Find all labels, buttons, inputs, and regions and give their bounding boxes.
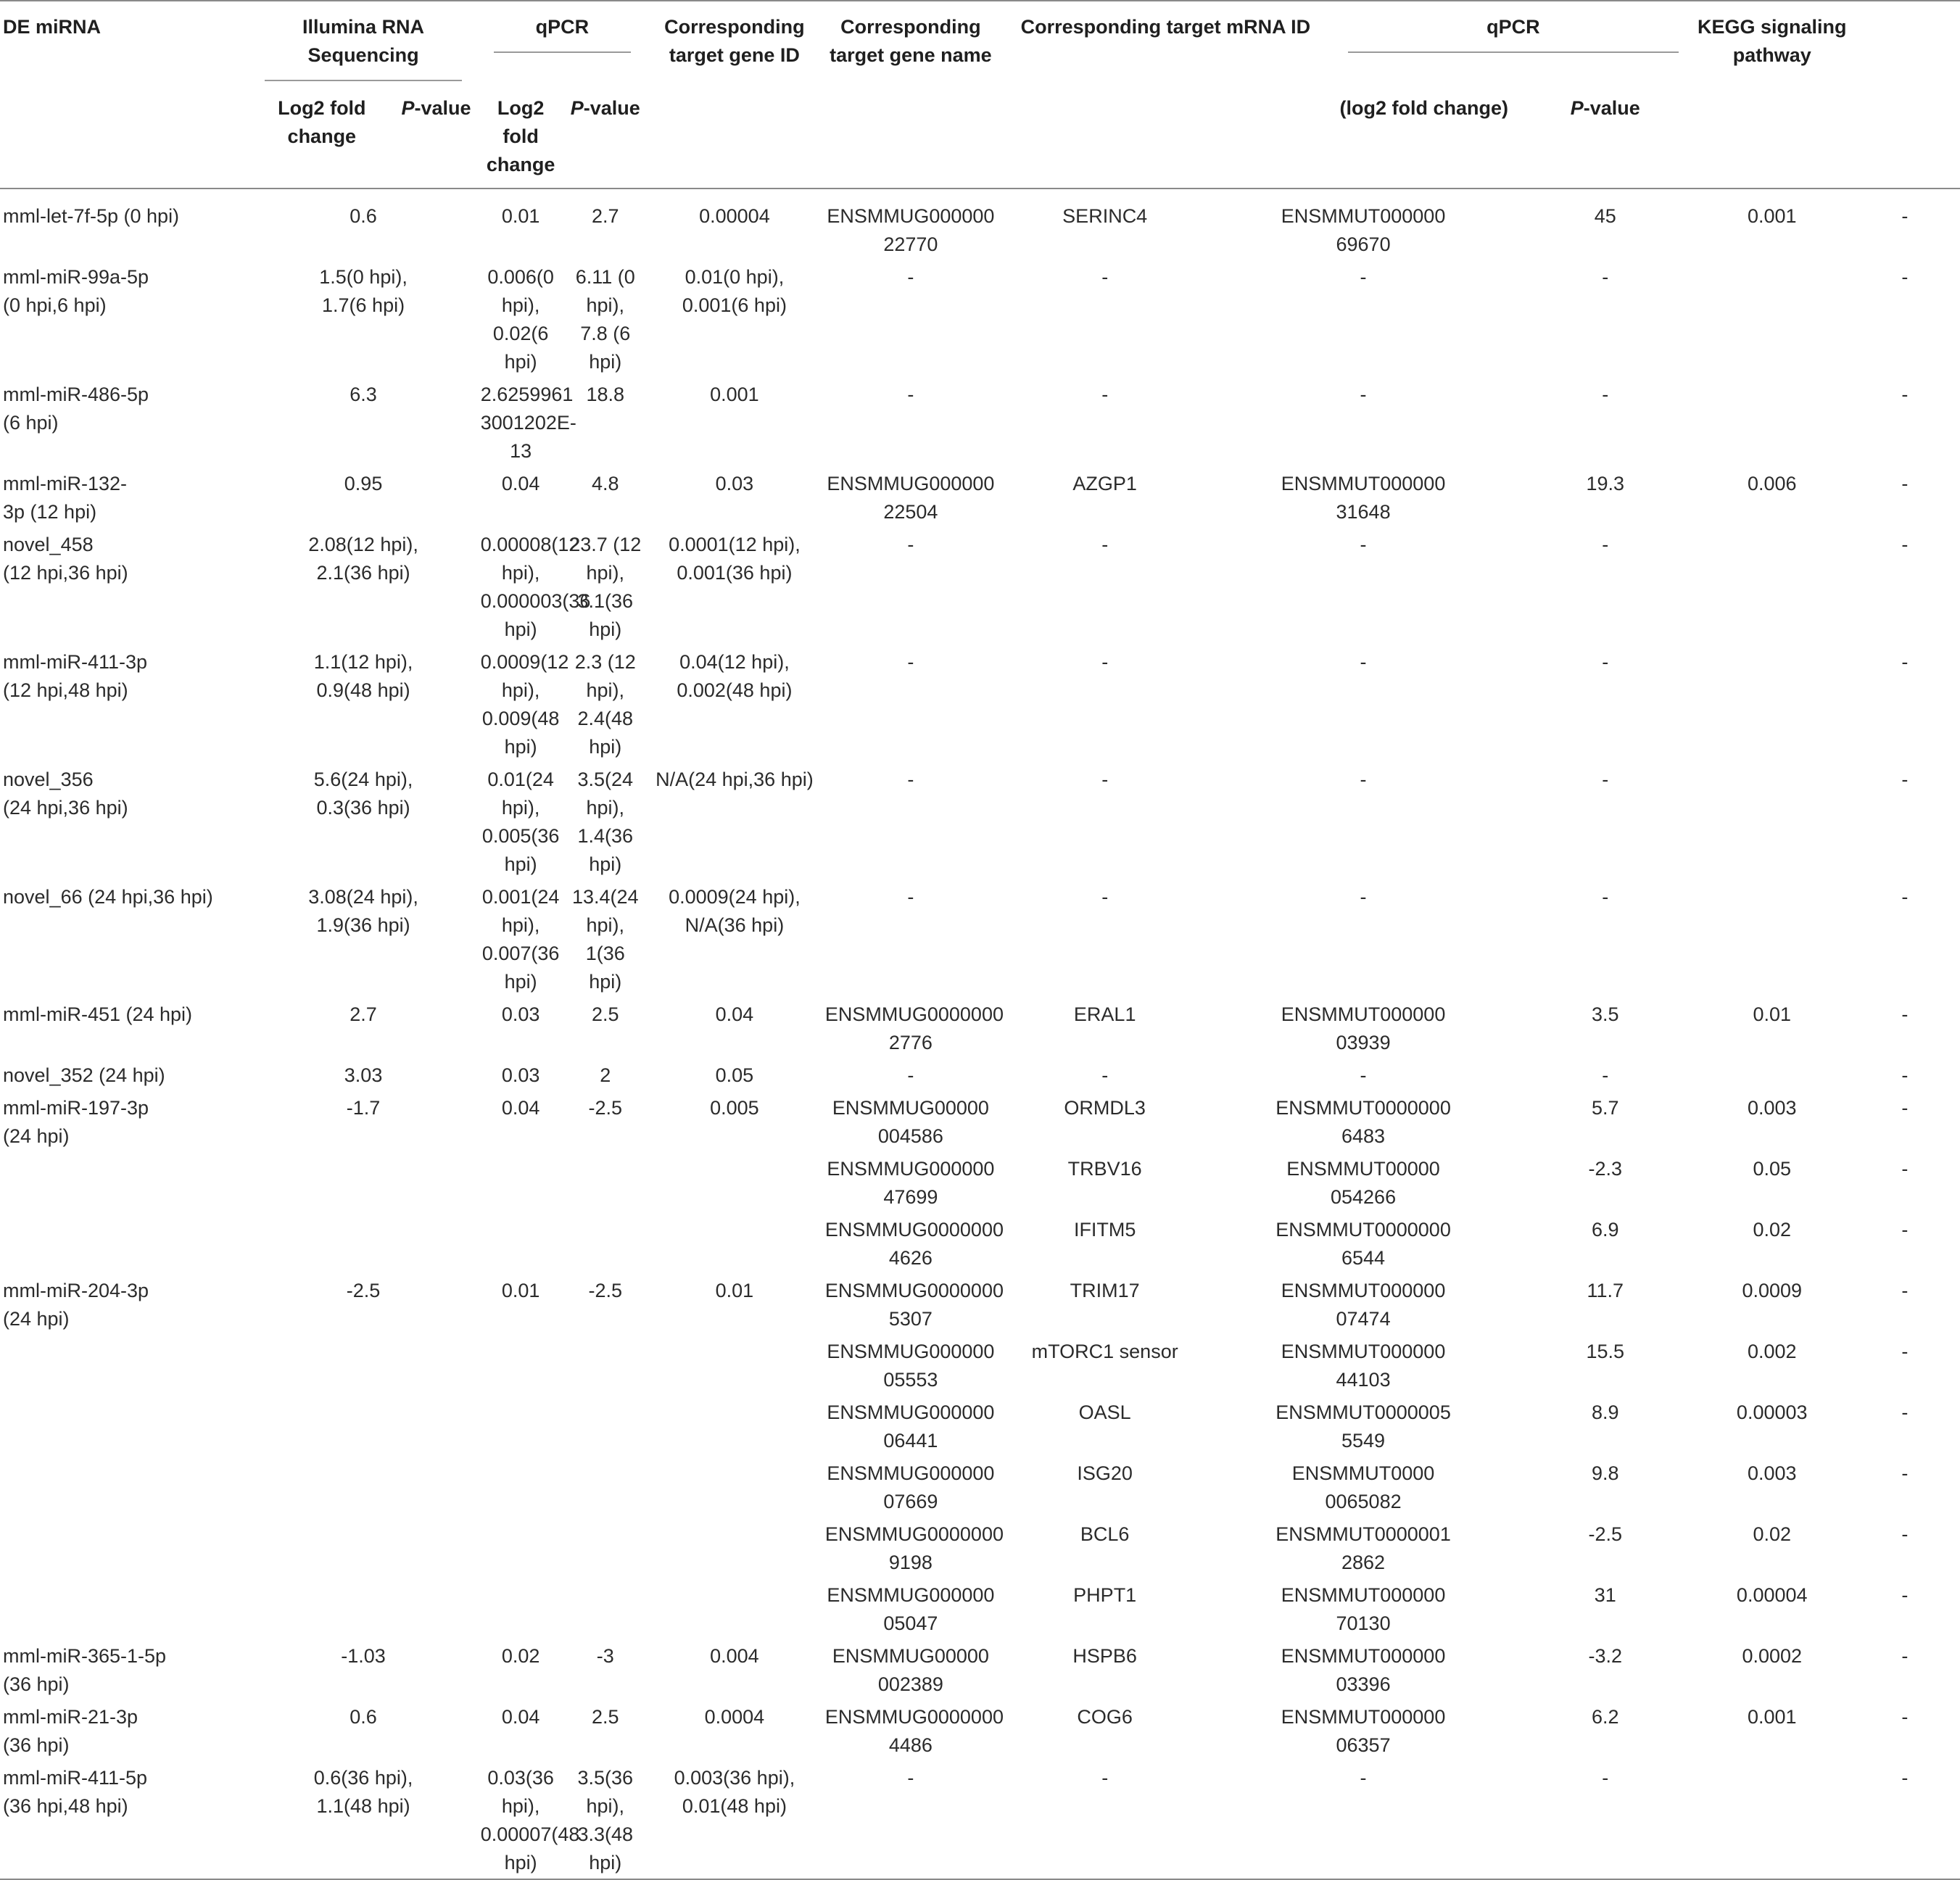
cell-target-mrna-id: ENSMMUT000000 06357 — [1281, 1706, 1446, 1756]
cell-illumina-pvalue — [478, 1517, 564, 1578]
header-de-mirna: DE miRNA — [3, 16, 102, 38]
cell-qpcr1-pvalue: 0.00004 — [699, 205, 770, 227]
cell-illumina-log2: 0.6 — [350, 1706, 377, 1728]
cell-qpcr2-pvalue: 0.001 — [1747, 1706, 1797, 1728]
cell-qpcr2-log2: 9.8 — [1591, 1462, 1619, 1484]
cell-qpcr2-pvalue: 0.0002 — [1742, 1645, 1803, 1667]
header-target-gene-id: Corresponding target gene ID — [664, 16, 805, 66]
pvalue-italic-p: P — [401, 97, 415, 119]
cell-qpcr2-log2: -3.2 — [1588, 1645, 1622, 1667]
table-row — [0, 1396, 1960, 1457]
cell-illumina-log2 — [249, 1213, 477, 1274]
header-illumina-label: Illumina RNA Sequencing — [265, 13, 461, 81]
header-kegg: KEGG signaling pathway — [1697, 16, 1847, 66]
cell-qpcr1-pvalue: 0.01(0 hpi), 0.001(6 hpi) — [682, 266, 787, 316]
cell-illumina-log2 — [249, 1396, 477, 1457]
table-row — [0, 1517, 1960, 1578]
table-header — [0, 1, 1960, 189]
cell-kegg: - — [1901, 1003, 1909, 1025]
cell-qpcr2-log2: - — [1602, 1064, 1609, 1086]
pvalue-suffix: -value — [414, 97, 471, 119]
table-row — [0, 528, 1960, 645]
cell-qpcr1-log2: 2 — [600, 1064, 611, 1086]
cell-target-gene-name: AZGP1 — [1072, 473, 1137, 494]
pvalue-italic-p: P — [570, 97, 584, 119]
header-qpcr-2 — [1332, 1, 1695, 90]
cell-illumina-log2: 1.1(12 hpi), 0.9(48 hpi) — [313, 651, 413, 701]
cell-qpcr2-log2: - — [1602, 384, 1609, 405]
cell-target-gene-name: - — [1101, 384, 1109, 405]
cell-target-gene-id: ENSMMUG000000 22770 — [827, 205, 995, 255]
cell-illumina-pvalue — [478, 1578, 564, 1639]
cell-illumina-pvalue — [478, 1335, 564, 1396]
cell-target-gene-id: - — [907, 886, 914, 908]
cell-illumina-pvalue: 0.04 — [501, 1706, 540, 1728]
cell-illumina-pvalue: 0.03 — [501, 1003, 540, 1025]
cell-target-mrna-id: - — [1360, 1064, 1367, 1086]
cell-de-mirna — [0, 1517, 249, 1578]
table-row — [0, 1091, 1960, 1152]
cell-illumina-pvalue: 0.03 — [501, 1064, 540, 1086]
cell-qpcr1-pvalue: 0.04(12 hpi), 0.002(48 hpi) — [677, 651, 793, 701]
cell-kegg: - — [1901, 384, 1909, 405]
cell-de-mirna: mml-miR-486-5p (6 hpi) — [3, 384, 149, 434]
cell-target-mrna-id: - — [1360, 266, 1367, 288]
cell-target-mrna-id: ENSMMUT0000000 6544 — [1275, 1219, 1451, 1269]
cell-qpcr1-pvalue: 0.01 — [715, 1280, 754, 1301]
cell-qpcr2-pvalue — [1695, 260, 1850, 378]
cell-illumina-pvalue: 0.00008(12 hpi), 0.000003(36 hpi) — [480, 534, 591, 640]
table-row — [0, 880, 1960, 998]
header-qpcr-1-label: qPCR — [494, 13, 631, 53]
cell-target-gene-id: - — [907, 266, 914, 288]
cell-qpcr1-log2: 2.5 — [591, 1003, 619, 1025]
cell-qpcr1-pvalue — [647, 1578, 822, 1639]
cell-target-gene-name: - — [1101, 1767, 1109, 1789]
cell-qpcr2-pvalue — [1695, 880, 1850, 998]
cell-kegg: - — [1901, 1645, 1909, 1667]
cell-target-mrna-id: ENSMMUT0000005 5549 — [1275, 1401, 1451, 1452]
cell-qpcr2-log2: 15.5 — [1586, 1341, 1624, 1362]
cell-qpcr2-pvalue — [1695, 1761, 1850, 1879]
cell-illumina-log2: 1.5(0 hpi), 1.7(6 hpi) — [319, 266, 408, 316]
cell-qpcr1-pvalue: 0.03 — [715, 473, 754, 494]
cell-qpcr2-pvalue — [1695, 763, 1850, 880]
cell-kegg: - — [1901, 1767, 1909, 1789]
cell-target-gene-id: - — [907, 651, 914, 673]
cell-target-gene-name: - — [1101, 886, 1109, 908]
cell-illumina-log2 — [249, 1517, 477, 1578]
cell-qpcr2-pvalue: 0.003 — [1747, 1097, 1797, 1119]
table-row — [0, 763, 1960, 880]
cell-qpcr1-log2 — [564, 1152, 647, 1213]
cell-qpcr2-pvalue — [1695, 1059, 1850, 1091]
cell-target-gene-name: PHPT1 — [1073, 1584, 1137, 1606]
cell-de-mirna: mml-miR-451 (24 hpi) — [3, 1003, 193, 1025]
cell-qpcr1-pvalue: 0.004 — [710, 1645, 759, 1667]
cell-target-gene-id: ENSMMUG0000000 5307 — [824, 1280, 1004, 1330]
cell-target-mrna-id: ENSMMUT0000000 6483 — [1275, 1097, 1451, 1147]
cell-illumina-log2 — [249, 1152, 477, 1213]
table-body — [0, 189, 1960, 1879]
header-target-mrna-id: Corresponding target mRNA ID — [1020, 16, 1311, 38]
cell-target-gene-id: ENSMMUG0000000 4626 — [824, 1219, 1004, 1269]
cell-target-mrna-id: ENSMMUT000000 07474 — [1281, 1280, 1446, 1330]
cell-illumina-log2: 0.6 — [350, 205, 377, 227]
cell-target-gene-id: - — [907, 769, 914, 790]
cell-target-mrna-id: - — [1360, 384, 1367, 405]
table-row — [0, 260, 1960, 378]
cell-kegg: - — [1901, 1706, 1909, 1728]
cell-de-mirna — [0, 1578, 249, 1639]
table-row — [0, 1274, 1960, 1335]
cell-kegg: - — [1901, 266, 1909, 288]
cell-qpcr2-log2: - — [1602, 1767, 1609, 1789]
cell-qpcr2-log2: 6.2 — [1591, 1706, 1619, 1728]
cell-illumina-log2: 3.03 — [344, 1064, 383, 1086]
cell-de-mirna — [0, 1213, 249, 1274]
cell-qpcr1-pvalue — [647, 1517, 822, 1578]
pvalue-suffix: -value — [583, 97, 640, 119]
cell-target-mrna-id: ENSMMUT0000001 2862 — [1275, 1523, 1451, 1573]
cell-qpcr2-log2: -2.5 — [1588, 1523, 1622, 1545]
cell-qpcr1-pvalue — [647, 1396, 822, 1457]
header-qpcr-2-label: qPCR — [1348, 13, 1679, 53]
header-qpcr2-log2: (log2 fold change) — [1339, 97, 1508, 119]
cell-kegg: - — [1901, 651, 1909, 673]
cell-qpcr2-log2: 31 — [1594, 1584, 1616, 1606]
cell-illumina-log2: -1.03 — [341, 1645, 386, 1667]
cell-target-gene-id: - — [907, 384, 914, 405]
cell-target-mrna-id: ENSMMUT000000 70130 — [1281, 1584, 1446, 1634]
pvalue-italic-p: P — [1570, 97, 1584, 119]
table-row — [0, 1059, 1960, 1091]
cell-qpcr1-pvalue — [647, 1213, 822, 1274]
table-row — [0, 1213, 1960, 1274]
cell-qpcr2-pvalue: 0.02 — [1753, 1219, 1792, 1241]
cell-illumina-pvalue: 0.02 — [501, 1645, 540, 1667]
table-row — [0, 378, 1960, 467]
cell-qpcr1-log2: 2.3 (12 hpi), 2.4(48 hpi) — [574, 651, 636, 758]
cell-target-gene-name: - — [1101, 266, 1109, 288]
cell-de-mirna: mml-miR-204-3p (24 hpi) — [3, 1280, 149, 1330]
cell-target-gene-name: - — [1101, 769, 1109, 790]
cell-kegg: - — [1901, 205, 1909, 227]
cell-illumina-pvalue: 0.001(24 hpi), 0.007(36 hpi) — [481, 886, 560, 993]
cell-qpcr2-log2: - — [1602, 886, 1609, 908]
table-row — [0, 1761, 1960, 1879]
cell-qpcr1-pvalue: 0.0004 — [704, 1706, 765, 1728]
cell-illumina-log2: 2.08(12 hpi), 2.1(36 hpi) — [308, 534, 418, 584]
cell-target-gene-name: ORMDL3 — [1064, 1097, 1146, 1119]
cell-illumina-pvalue — [478, 1213, 564, 1274]
cell-qpcr2-log2: 5.7 — [1591, 1097, 1619, 1119]
cell-target-mrna-id: ENSMMUT000000 03939 — [1281, 1003, 1446, 1053]
cell-target-mrna-id: ENSMMUT0000 0065082 — [1291, 1462, 1435, 1512]
cell-qpcr1-pvalue: 0.003(36 hpi), 0.01(48 hpi) — [674, 1767, 795, 1817]
header-illumina — [249, 1, 477, 90]
cell-target-gene-id: ENSMMUG000000 06441 — [827, 1401, 995, 1452]
cell-kegg: - — [1901, 1097, 1909, 1119]
cell-qpcr1-pvalue: 0.0001(12 hpi), 0.001(36 hpi) — [669, 534, 801, 584]
cell-qpcr2-pvalue: 0.003 — [1747, 1462, 1797, 1484]
cell-target-gene-id: ENSMMUG000000 22504 — [827, 473, 995, 523]
cell-illumina-pvalue: 0.01 — [501, 1280, 540, 1301]
table-row — [0, 1700, 1960, 1761]
cell-kegg: - — [1901, 1219, 1909, 1241]
cell-kegg: - — [1901, 1158, 1909, 1180]
table-row — [0, 467, 1960, 528]
cell-illumina-pvalue: 0.03(36 hpi), 0.00007(48 hpi) — [480, 1767, 580, 1873]
cell-illumina-pvalue: 0.0009(12 hpi), 0.009(48 hpi) — [480, 651, 569, 758]
cell-qpcr2-pvalue: 0.006 — [1747, 473, 1797, 494]
cell-target-mrna-id: - — [1360, 886, 1367, 908]
cell-target-mrna-id: - — [1360, 651, 1367, 673]
cell-illumina-pvalue — [478, 1457, 564, 1517]
cell-qpcr1-log2 — [564, 1335, 647, 1396]
cell-illumina-pvalue: 0.01 — [501, 205, 540, 227]
cell-de-mirna: novel_458 (12 hpi,36 hpi) — [3, 534, 128, 584]
cell-qpcr2-pvalue: 0.01 — [1753, 1003, 1792, 1025]
cell-target-mrna-id: ENSMMUT000000 03396 — [1281, 1645, 1446, 1695]
table-row — [0, 189, 1960, 260]
cell-target-gene-id: ENSMMUG000000 47699 — [827, 1158, 995, 1208]
cell-illumina-log2 — [249, 1578, 477, 1639]
cell-qpcr1-log2 — [564, 1213, 647, 1274]
cell-kegg: - — [1901, 1341, 1909, 1362]
cell-illumina-pvalue — [478, 1152, 564, 1213]
table-row — [0, 1152, 1960, 1213]
cell-target-gene-name: ISG20 — [1077, 1462, 1133, 1484]
cell-qpcr1-log2: 2.5 — [591, 1706, 619, 1728]
cell-illumina-pvalue: 0.04 — [501, 1097, 540, 1119]
cell-kegg: - — [1901, 1064, 1909, 1086]
cell-qpcr1-log2: 3.5(36 hpi), 3.3(48 hpi) — [577, 1767, 634, 1873]
cell-de-mirna: novel_352 (24 hpi) — [3, 1064, 165, 1086]
cell-kegg: - — [1901, 769, 1909, 790]
cell-target-gene-name: BCL6 — [1080, 1523, 1130, 1545]
cell-kegg: - — [1901, 1584, 1909, 1606]
cell-target-gene-name: SERINC4 — [1062, 205, 1148, 227]
cell-target-gene-name: COG6 — [1077, 1706, 1133, 1728]
cell-target-mrna-id: - — [1360, 769, 1367, 790]
cell-qpcr1-pvalue: 0.04 — [715, 1003, 754, 1025]
cell-target-mrna-id: ENSMMUT00000 054266 — [1286, 1158, 1440, 1208]
cell-qpcr1-pvalue: N/A(24 hpi,36 hpi) — [656, 769, 814, 790]
cell-de-mirna: mml-miR-21-3p (36 hpi) — [3, 1706, 138, 1756]
cell-kegg: - — [1901, 534, 1909, 555]
cell-qpcr1-pvalue: 0.001 — [710, 384, 759, 405]
cell-qpcr2-log2: 19.3 — [1586, 473, 1624, 494]
table-row — [0, 645, 1960, 763]
cell-target-gene-id: - — [907, 1064, 914, 1086]
cell-target-mrna-id: - — [1360, 534, 1367, 555]
cell-de-mirna: mml-miR-365-1-5p (36 hpi) — [3, 1645, 167, 1695]
cell-de-mirna: mml-miR-411-3p (12 hpi,48 hpi) — [3, 651, 148, 701]
cell-illumina-log2: 2.7 — [350, 1003, 377, 1025]
cell-de-mirna: mml-let-7f-5p (0 hpi) — [3, 205, 180, 227]
pvalue-suffix: -value — [1583, 97, 1640, 119]
cell-target-gene-name: ERAL1 — [1073, 1003, 1136, 1025]
cell-qpcr2-log2: 45 — [1594, 205, 1616, 227]
header-target-gene-name: Corresponding target gene name — [830, 16, 992, 66]
cell-illumina-log2 — [249, 1457, 477, 1517]
cell-de-mirna — [0, 1335, 249, 1396]
cell-target-mrna-id: ENSMMUT000000 69670 — [1281, 205, 1446, 255]
cell-qpcr2-log2: - — [1602, 769, 1609, 790]
cell-illumina-pvalue: 0.01(24 hpi), 0.005(36 hpi) — [481, 769, 560, 875]
cell-qpcr2-pvalue: 0.02 — [1753, 1523, 1792, 1545]
cell-de-mirna: mml-miR-99a-5p (0 hpi,6 hpi) — [3, 266, 149, 316]
cell-de-mirna: mml-miR-197-3p (24 hpi) — [3, 1097, 149, 1147]
cell-qpcr2-pvalue: 0.001 — [1747, 205, 1797, 227]
cell-illumina-log2: -2.5 — [346, 1280, 381, 1301]
cell-target-gene-id: ENSMMUG000000 05553 — [827, 1341, 995, 1391]
cell-target-gene-id: - — [907, 1767, 914, 1789]
cell-illumina-log2 — [249, 1335, 477, 1396]
cell-qpcr1-log2 — [564, 1517, 647, 1578]
cell-qpcr2-log2: - — [1602, 266, 1609, 288]
header-qpcr1-pvalue — [564, 90, 647, 189]
cell-qpcr1-pvalue — [647, 1152, 822, 1213]
cell-qpcr2-pvalue — [1695, 528, 1850, 645]
table-row — [0, 1578, 1960, 1639]
cell-qpcr2-pvalue: 0.05 — [1753, 1158, 1792, 1180]
cell-kegg: - — [1901, 1280, 1909, 1301]
header-qpcr2-pvalue — [1516, 90, 1695, 189]
cell-qpcr2-pvalue: 0.00004 — [1736, 1584, 1808, 1606]
cell-qpcr2-log2: - — [1602, 651, 1609, 673]
cell-target-gene-name: OASL — [1078, 1401, 1131, 1423]
cell-kegg: - — [1901, 1401, 1909, 1423]
cell-de-mirna: novel_66 (24 hpi,36 hpi) — [3, 886, 213, 908]
cell-qpcr1-log2: -3 — [596, 1645, 614, 1667]
cell-qpcr2-pvalue — [1695, 645, 1850, 763]
cell-target-gene-id: ENSMMUG00000 004586 — [832, 1097, 989, 1147]
cell-target-gene-id: ENSMMUG000000 05047 — [827, 1584, 995, 1634]
cell-illumina-log2: 0.95 — [344, 473, 383, 494]
table-row — [0, 998, 1960, 1059]
cell-kegg: - — [1901, 473, 1909, 494]
cell-illumina-log2: 3.08(24 hpi), 1.9(36 hpi) — [308, 886, 418, 936]
cell-illumina-pvalue — [478, 1396, 564, 1457]
cell-illumina-pvalue: 2.6259961 3001202E-13 — [480, 384, 576, 462]
cell-illumina-log2: 6.3 — [350, 384, 377, 405]
cell-illumina-pvalue: 0.04 — [501, 473, 540, 494]
cell-illumina-pvalue: 0.006(0 hpi), 0.02(6 hpi) — [487, 266, 554, 373]
cell-illumina-log2: 5.6(24 hpi), 0.3(36 hpi) — [313, 769, 413, 819]
cell-qpcr1-log2: 4.8 — [591, 473, 619, 494]
cell-target-mrna-id: ENSMMUT000000 44103 — [1281, 1341, 1446, 1391]
cell-qpcr2-pvalue: 0.00003 — [1736, 1401, 1808, 1423]
cell-qpcr2-log2: - — [1602, 534, 1609, 555]
cell-target-gene-id: - — [907, 534, 914, 555]
cell-target-gene-name: - — [1101, 651, 1109, 673]
cell-target-gene-id: ENSMMUG0000000 9198 — [824, 1523, 1004, 1573]
cell-qpcr2-pvalue: 0.002 — [1747, 1341, 1797, 1362]
cell-de-mirna: mml-miR-411-5p (36 hpi,48 hpi) — [3, 1767, 148, 1817]
cell-target-gene-name: mTORC1 sensor — [1031, 1341, 1178, 1362]
cell-de-mirna — [0, 1152, 249, 1213]
cell-illumina-log2: -1.7 — [346, 1097, 381, 1119]
cell-qpcr1-pvalue — [647, 1335, 822, 1396]
cell-illumina-log2: 0.6(36 hpi), 1.1(48 hpi) — [313, 1767, 413, 1817]
cell-qpcr1-log2: 6.11 (0 hpi), 7.8 (6 hpi) — [575, 266, 635, 373]
cell-qpcr1-log2 — [564, 1457, 647, 1517]
header-illumina-log2: Log2 fold change — [278, 97, 366, 147]
cell-target-gene-id: ENSMMUG00000 002389 — [832, 1645, 989, 1695]
cell-target-mrna-id: ENSMMUT000000 31648 — [1281, 473, 1446, 523]
cell-de-mirna: novel_356 (24 hpi,36 hpi) — [3, 769, 128, 819]
cell-kegg: - — [1901, 1462, 1909, 1484]
table-row — [0, 1335, 1960, 1396]
cell-target-gene-name: - — [1101, 534, 1109, 555]
cell-qpcr2-pvalue — [1695, 378, 1850, 467]
header-illumina-pvalue — [394, 90, 477, 189]
cell-qpcr2-log2: 6.9 — [1591, 1219, 1619, 1241]
cell-qpcr1-log2: 23.7 (12 hpi), 3.1(36 hpi) — [569, 534, 642, 640]
cell-qpcr2-log2: 11.7 — [1587, 1280, 1624, 1301]
header-qpcr-1 — [478, 1, 647, 90]
table-row — [0, 1639, 1960, 1700]
cell-kegg: - — [1901, 1523, 1909, 1545]
table-row — [0, 1457, 1960, 1517]
cell-target-gene-id: ENSMMUG0000000 4486 — [824, 1706, 1004, 1756]
cell-target-gene-id: ENSMMUG000000 07669 — [827, 1462, 995, 1512]
cell-target-gene-name: TRBV16 — [1067, 1158, 1142, 1180]
cell-target-gene-name: HSPB6 — [1072, 1645, 1137, 1667]
cell-qpcr2-log2: 8.9 — [1591, 1401, 1619, 1423]
cell-qpcr1-log2 — [564, 1396, 647, 1457]
cell-qpcr1-pvalue: 0.05 — [715, 1064, 754, 1086]
cell-de-mirna — [0, 1396, 249, 1457]
cell-qpcr1-log2: -2.5 — [588, 1280, 622, 1301]
cell-qpcr1-log2: 3.5(24 hpi), 1.4(36 hpi) — [577, 769, 634, 875]
cell-qpcr2-pvalue: 0.0009 — [1742, 1280, 1803, 1301]
cell-de-mirna — [0, 1457, 249, 1517]
cell-kegg: - — [1901, 886, 1909, 908]
cell-target-gene-name: - — [1101, 1064, 1109, 1086]
header-qpcr1-log2: Log2 fold change — [486, 97, 555, 175]
cell-qpcr1-log2 — [564, 1578, 647, 1639]
cell-qpcr1-log2: 2.7 — [591, 205, 619, 227]
cell-target-gene-name: TRIM17 — [1070, 1280, 1140, 1301]
cell-qpcr1-pvalue: 0.0009(24 hpi), N/A(36 hpi) — [669, 886, 801, 936]
cell-qpcr1-log2: 18.8 — [586, 384, 625, 405]
cell-qpcr1-pvalue: 0.005 — [710, 1097, 759, 1119]
cell-qpcr1-log2: -2.5 — [588, 1097, 622, 1119]
cell-qpcr1-log2: 13.4(24 hpi), 1(36 hpi) — [571, 886, 639, 993]
cell-qpcr2-log2: -2.3 — [1588, 1158, 1622, 1180]
cell-qpcr2-log2: 3.5 — [1591, 1003, 1619, 1025]
cell-de-mirna: mml-miR-132- 3p (12 hpi) — [3, 473, 127, 523]
cell-target-gene-name: IFITM5 — [1073, 1219, 1136, 1241]
cell-qpcr1-pvalue — [647, 1457, 822, 1517]
cell-target-mrna-id: - — [1360, 1767, 1367, 1789]
cell-target-gene-id: ENSMMUG0000000 2776 — [824, 1003, 1004, 1053]
